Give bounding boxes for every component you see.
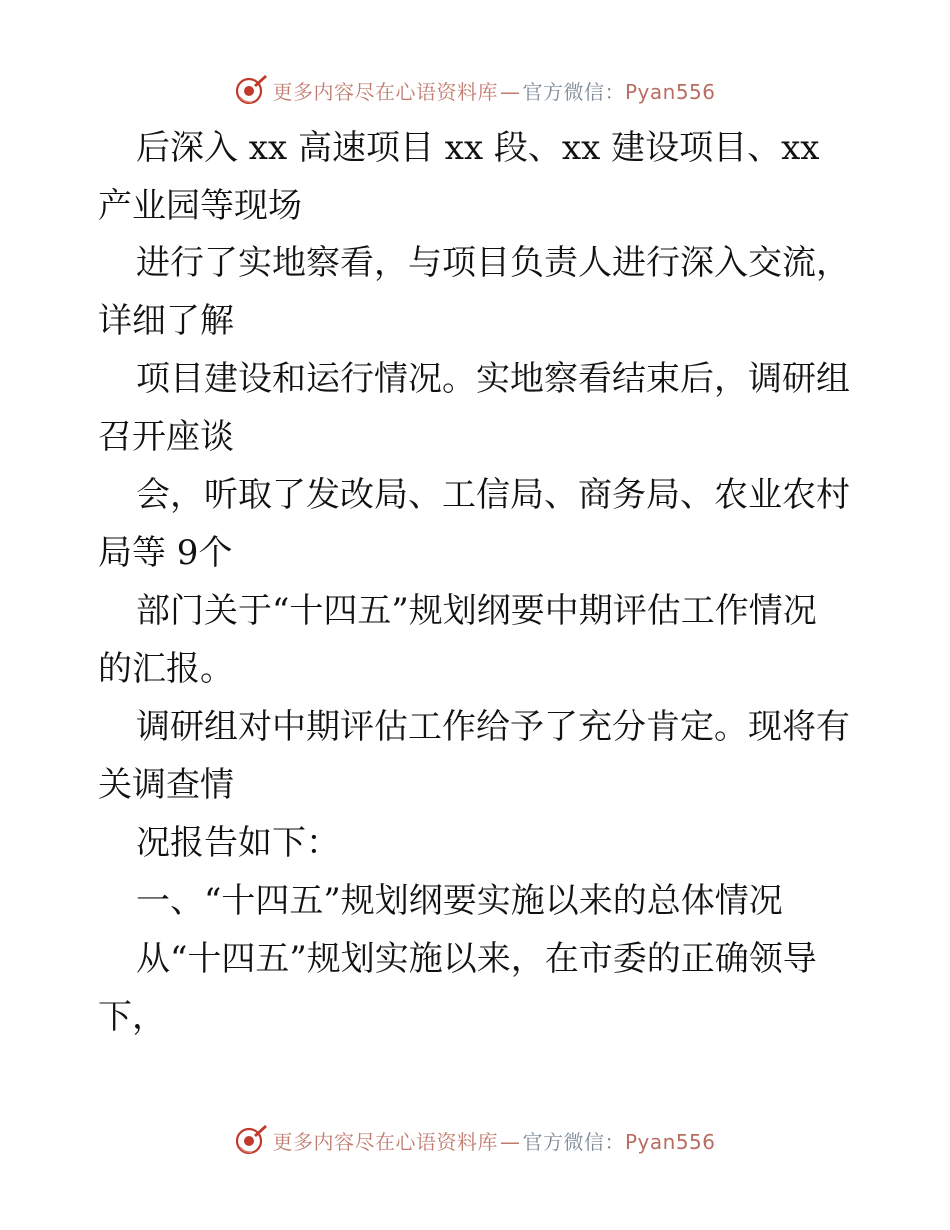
banner-wechat-label: 官方微信： [522,79,625,104]
body-line: 局等 9个 [98,533,233,573]
banner-text [272,1126,715,1155]
banner-dash: — [499,79,521,104]
banner-wechat-label: 官方微信： [522,1129,625,1154]
body-line: 会，听取了发改局、工信局、商务局、农业农村 [136,475,850,515]
body-line: 下， [98,997,166,1037]
banner-site-name: 更多内容尽在心语资料库 [272,79,498,104]
banner-dash: — [499,1129,521,1154]
banner-text [272,76,715,105]
body-line: 从“十四五”规划实施以来，在市委的正确领导 [136,939,817,979]
pen-logo-icon [234,1123,268,1157]
body-line: 部门关于“十四五”规划纲要中期评估工作情况 [136,591,817,631]
body-line: 产业园等现场 [98,186,302,226]
banner-wechat-handle: Pyan556 [624,79,716,104]
body-line: 详细了解 [98,301,234,341]
body-line: 况报告如下： [136,823,340,863]
body-line: 进行了实地察看，与项目负责人进行深入交流， [136,243,850,283]
body-line: 关调查情 [98,765,234,805]
header-banner [0,70,950,110]
body-line: 召开座谈 [98,417,234,457]
banner-site-name: 更多内容尽在心语资料库 [272,1129,498,1154]
footer-banner [0,1120,950,1160]
body-line: 调研组对中期评估工作给予了充分肯定。现将有 [136,707,850,747]
section-heading: 一、“十四五”规划纲要实施以来的总体情况 [136,881,783,921]
body-line: 项目建设和运行情况。实地察看结束后，调研组 [136,359,850,399]
body-line: 后深入 xx 高速项目 xx 段、xx 建设项目、xx [136,128,820,168]
body-line: 的汇报。 [98,649,234,689]
pen-logo-icon [234,73,268,107]
banner-wechat-handle: Pyan556 [624,1129,716,1154]
